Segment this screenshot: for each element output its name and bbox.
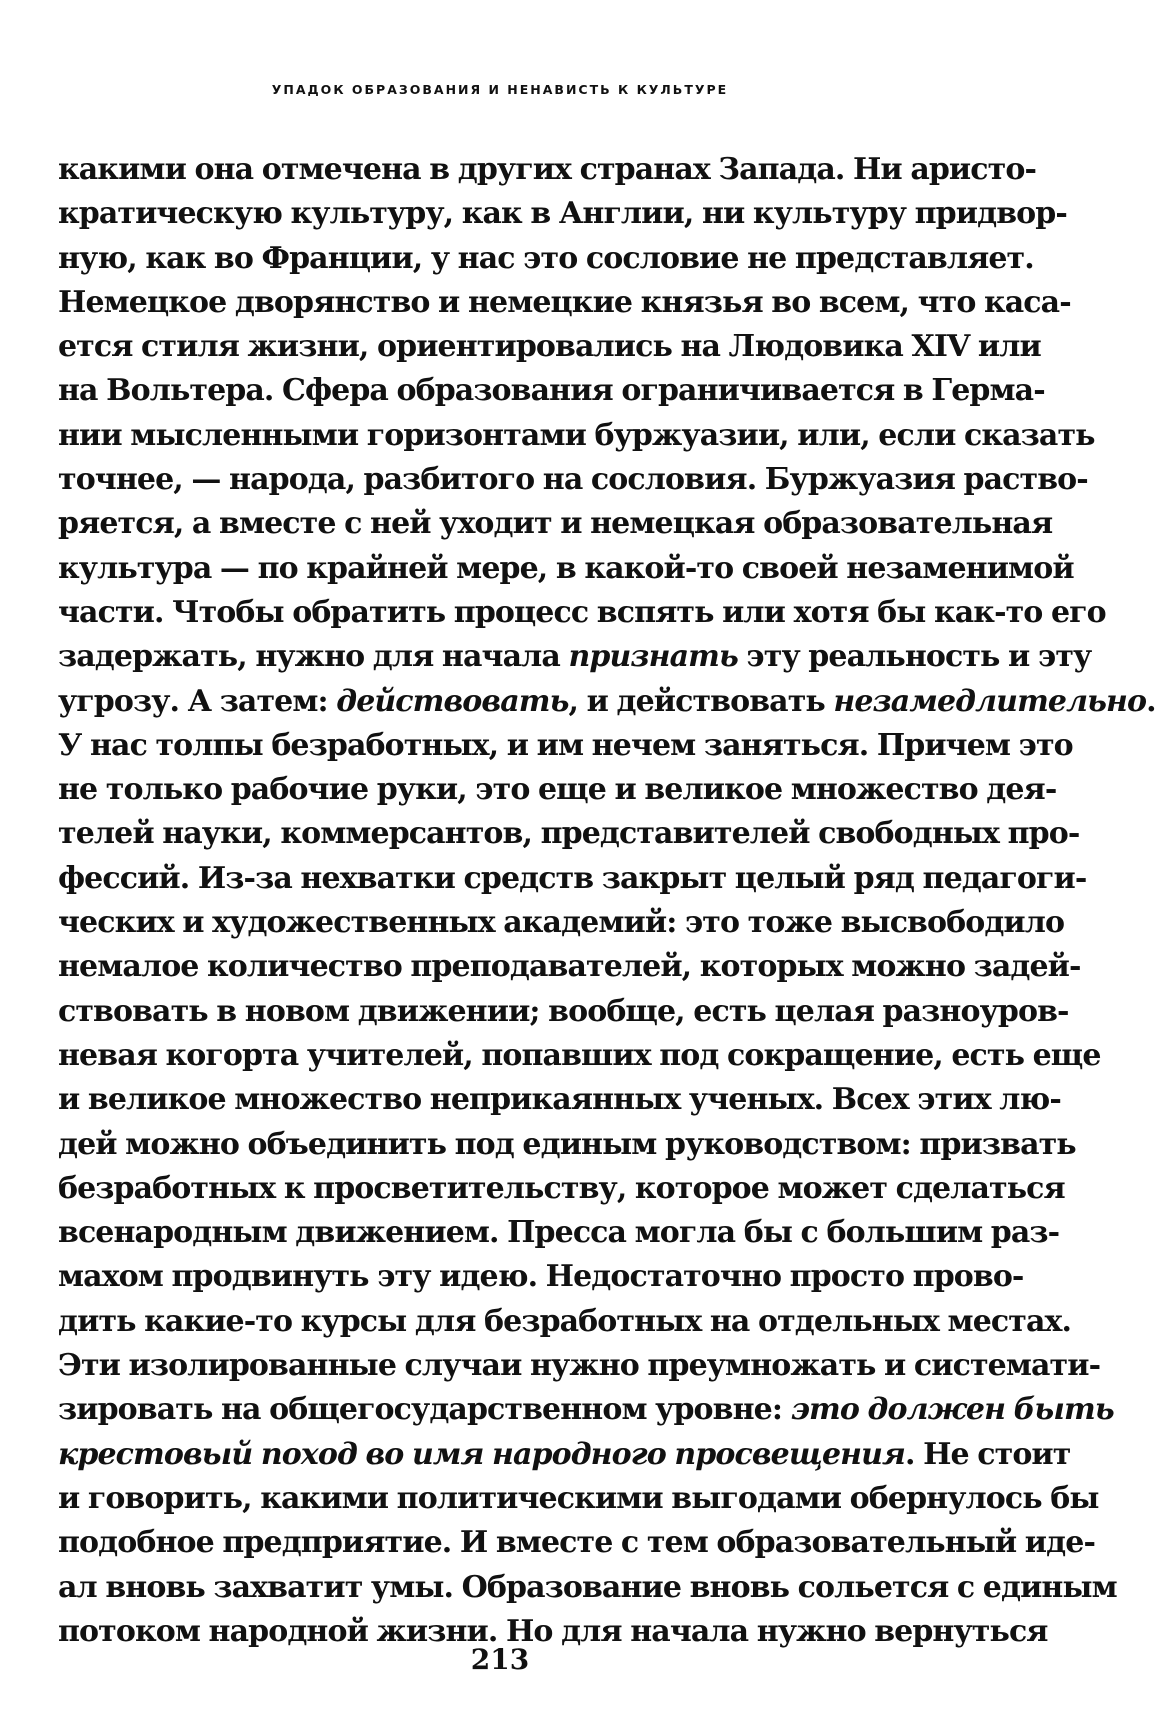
text-segment: ал вновь захватит умы. Образование вновь сольется с единым — [58, 1569, 1117, 1605]
text-segment: фессий. Из-за нехватки средств закрыт целый ряд педагоги- — [58, 860, 1087, 896]
text-segment: не только рабочие руки, это еще и великое множество дея- — [58, 772, 1057, 808]
text-line — [58, 901, 1065, 945]
text-line — [58, 945, 1081, 989]
text-line — [58, 1521, 1095, 1565]
text-line — [58, 812, 1080, 856]
text-line — [58, 1433, 1071, 1477]
text-segment: кратическую культуру, как в Англии, ни культуру придвор- — [58, 196, 1067, 232]
text-line — [58, 458, 1088, 502]
running-header: УПАДОК ОБРАЗОВАНИЯ И НЕНАВИСТЬ К КУЛЬТУРЕ — [271, 82, 729, 97]
text-segment: нии мысленными горизонтами буржуазии, или, если сказать — [58, 417, 1095, 453]
text-line — [58, 1078, 1061, 1122]
text-line — [58, 369, 1045, 413]
text-line — [58, 148, 1036, 192]
text-segment: какими она отмечена в других странах Запада. Ни аристо- — [58, 152, 1036, 187]
text-line — [58, 1255, 1024, 1299]
text-segment: , и действовать — [568, 683, 834, 719]
text-line — [58, 1034, 1101, 1078]
text-line — [58, 192, 1067, 236]
page-body-text — [58, 148, 1156, 1654]
text-line — [58, 1211, 1060, 1255]
text-segment: и великое множество неприкаянных ученых. Всех этих лю- — [58, 1082, 1061, 1118]
text-segment: махом продвинуть эту идею. Недостаточно просто прово- — [58, 1259, 1024, 1295]
text-line — [58, 768, 1057, 812]
text-line — [58, 680, 1156, 724]
text-line — [58, 237, 1034, 281]
text-line — [58, 1300, 1072, 1344]
text-segment: точнее, — народа, разбитого на сословия. Буржуазия раство- — [58, 462, 1088, 498]
emphasized-text: крестовый поход во имя народного просвещения — [58, 1436, 905, 1472]
emphasized-text: это должен быть — [790, 1392, 1114, 1428]
text-segment: всенародным движением. Пресса могла бы с большим раз- — [58, 1215, 1060, 1251]
text-segment: дей можно объединить под единым руководством: призвать — [58, 1126, 1076, 1162]
text-line — [58, 1477, 1099, 1521]
text-segment: немалое количество преподавателей, которых можно задей- — [58, 949, 1081, 985]
text-line — [58, 281, 1071, 325]
text-line — [58, 1388, 1114, 1432]
text-segment: . — [1146, 683, 1156, 719]
text-segment: Эти изолированные случаи нужно преумножать и системати- — [58, 1348, 1101, 1384]
text-line — [58, 502, 1053, 546]
text-segment: подобное предприятие. И вместе с тем образовательный иде- — [58, 1525, 1095, 1561]
text-line — [58, 325, 1041, 369]
text-line — [58, 1123, 1076, 1167]
text-segment: зировать на общегосударственном уровне: — [58, 1392, 791, 1428]
text-line — [58, 1344, 1101, 1388]
emphasized-text: действовать — [336, 683, 569, 719]
text-line — [58, 635, 1092, 679]
text-segment: ную, как во Франции, у нас это сословие не представляет. — [58, 240, 1034, 276]
text-line — [58, 1167, 1065, 1211]
text-line — [58, 547, 1074, 591]
text-segment: Немецкое дворянство и немецкие князья во всем, что каса- — [58, 284, 1071, 320]
text-segment: части. Чтобы обратить процесс вспять или хотя бы как-то его — [58, 594, 1106, 630]
text-line — [58, 591, 1106, 635]
text-segment: ется стиля жизни, ориентировались на Людовика XIV или — [58, 329, 1041, 365]
text-segment: телей науки, коммерсантов, представителей свободных про- — [58, 816, 1080, 852]
text-line — [58, 990, 1069, 1034]
text-segment: ствовать в новом движении; вообще, есть целая разноуров- — [58, 993, 1069, 1029]
text-segment: дить какие-то курсы для безработных на отдельных местах. — [58, 1303, 1072, 1339]
text-segment: невая когорта учителей, попавших под сокращение, есть еще — [58, 1037, 1101, 1073]
text-line — [58, 1566, 1117, 1610]
text-segment: У нас толпы безработных, и им нечем заняться. Причем это — [58, 727, 1073, 763]
text-segment: потоком народной жизни. Но для начала нужно вернуться — [58, 1613, 1048, 1649]
text-segment: ческих и художественных академий: это тоже высвободило — [58, 905, 1065, 941]
text-line — [58, 857, 1087, 901]
text-segment: и говорить, какими политическими выгодами обернулось бы — [58, 1480, 1099, 1516]
text-segment: эту реальность и эту — [737, 639, 1092, 675]
text-segment: на Вольтера. Сфера образования ограничивается в Герма- — [58, 373, 1045, 409]
text-segment: . Не стоит — [905, 1436, 1071, 1472]
text-segment: задержать, нужно для начала — [58, 639, 569, 675]
emphasized-text: признать — [568, 639, 738, 675]
page-number: 213 — [470, 1643, 530, 1676]
emphasized-text: незамедлительно — [833, 683, 1147, 719]
text-line — [58, 724, 1073, 768]
text-segment: культура — по крайней мере, в какой-то своей незаменимой — [58, 550, 1074, 586]
text-segment: безработных к просветительству, которое может сделаться — [58, 1170, 1065, 1206]
text-segment: ряется, а вместе с ней уходит и немецкая образовательная — [58, 506, 1053, 542]
text-line — [58, 414, 1095, 458]
text-segment: угрозу. А затем: — [58, 683, 337, 719]
